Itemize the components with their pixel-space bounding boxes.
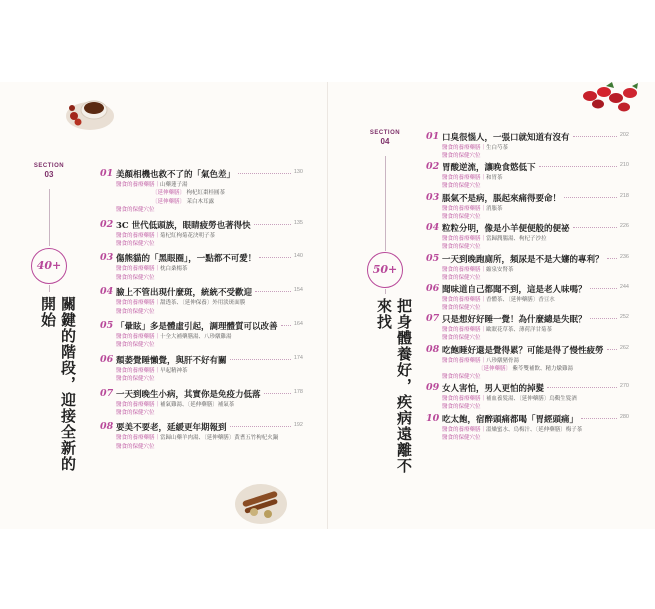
dot-leader bbox=[564, 197, 617, 198]
entry-number: 07 bbox=[426, 313, 440, 325]
dot-leader bbox=[607, 258, 617, 259]
sub-item-tag: 醫食的保健穴位 bbox=[116, 240, 155, 247]
entry-page-number: 202 bbox=[619, 132, 629, 138]
entry-title: 3C 世代低頭族，眼睛疲勞也著得快 bbox=[116, 220, 251, 231]
sub-item-tag: 醫食的保健穴位 bbox=[442, 183, 481, 190]
entry-title: 吃太飽，宿醉頭痛都喝「胃經頭痛」 bbox=[442, 414, 579, 425]
sub-item-tag: 醫食的養療藥膳 bbox=[442, 236, 481, 243]
entry-sub-item bbox=[116, 307, 155, 315]
sub-item-tag: 醫食的保健穴位 bbox=[116, 443, 155, 450]
tea-cup-photo bbox=[62, 86, 117, 134]
sub-item-value: 八珍燉豬骨湯 bbox=[486, 357, 520, 364]
goji-berry-photo bbox=[576, 80, 646, 118]
entry-sub-item bbox=[116, 408, 155, 416]
entry-number: 06 bbox=[426, 283, 440, 294]
sub-item-tag: 醫食的保健穴位 bbox=[116, 342, 155, 349]
sub-item-value: 消脹茶 bbox=[486, 205, 503, 212]
section-line bbox=[385, 156, 386, 251]
entry-sub-item: 醫食的養療藥膳｜山藥蓮子湯 bbox=[116, 182, 188, 188]
entry-sub-item: 醫食的養療藥膳｜補氣雞湯、〔延伸藥膳〕補氣茶 bbox=[116, 401, 235, 408]
entry-title: 臉上不管出現什麼斑，統統不受歡迎 bbox=[116, 288, 253, 299]
sub-item-value: 十全大補藥膳湯、八珍燉雞湯 bbox=[160, 334, 232, 340]
entry-sub-item: 醫食的養療藥膳｜當歸潤腸湯、枸杞子沙拉 bbox=[442, 236, 547, 243]
entry-number: 07 bbox=[100, 387, 114, 399]
sub-item-value: 生白芍茶 bbox=[486, 145, 509, 151]
entry-sub-item bbox=[442, 273, 481, 281]
entry-number: 02 bbox=[426, 161, 440, 173]
dot-leader bbox=[590, 318, 617, 319]
sub-item-tag: 醫食的養療藥膳 bbox=[442, 266, 481, 273]
entry-page-number: 236 bbox=[619, 253, 629, 260]
entry-number: 06 bbox=[100, 353, 114, 365]
sub-item-value: 山藥蓮子湯 bbox=[160, 182, 188, 188]
section-line bbox=[49, 285, 50, 292]
dot-leader bbox=[573, 227, 617, 228]
sub-item-tag: 醫食的養療藥膳 bbox=[116, 435, 155, 442]
entry-page-number: 226 bbox=[619, 223, 629, 230]
entry-sub-item bbox=[442, 212, 481, 220]
section-line bbox=[385, 289, 386, 294]
entry-page-number: 244 bbox=[619, 284, 629, 290]
sub-item-value: 和胃茶 bbox=[486, 175, 503, 182]
section-label-04 bbox=[367, 130, 403, 146]
sub-item-tag: 醫食的保健穴位 bbox=[442, 335, 481, 342]
entry-page-number: 252 bbox=[619, 314, 629, 321]
page-gutter bbox=[327, 82, 328, 529]
sub-item-value: 紫苓雙補飲、精力燉雞湯 bbox=[512, 365, 574, 372]
entry-number: 02 bbox=[100, 218, 114, 230]
entry-number: 05 bbox=[100, 320, 114, 331]
entry-sub-item bbox=[116, 239, 155, 247]
entry-sub-item: 醫食的養療藥膳｜歐眠花草茶、薄荷洋甘菊茶 bbox=[442, 327, 553, 334]
sub-item-tag: 醫食的養療藥膳 bbox=[442, 175, 481, 182]
entry-title: 要美不要老，延緩更年期報到 bbox=[116, 423, 227, 434]
entry-sub-item bbox=[442, 333, 481, 341]
sub-item-tag: 〔延伸藥膳〕 bbox=[152, 190, 186, 197]
entry-title: 一天到晚生小病，其實你是免疫力低落 bbox=[116, 389, 261, 400]
section-label-03 bbox=[32, 163, 66, 179]
dot-leader bbox=[255, 291, 291, 292]
entry-sub-item: 醫食的養療藥膳｜消脹茶 bbox=[442, 205, 503, 212]
sub-item-value: 當歸潤腸湯、枸杞子沙拉 bbox=[486, 236, 547, 243]
entry-sub-item bbox=[152, 197, 214, 205]
entry-number: 03 bbox=[100, 252, 114, 264]
entry-title: 只是想好好睡一覺！為什麼總是失眠？ bbox=[442, 315, 587, 326]
entry-title: 傷熊貓的「黑眼圈」，一點都不可愛！ bbox=[116, 254, 257, 265]
sub-item-value: 補血養髮湯、〔延伸藥膳〕烏鷄生髮酒 bbox=[486, 396, 577, 403]
entry-number: 09 bbox=[426, 382, 440, 394]
sub-item-tag: 醫食的養療藥膳 bbox=[116, 300, 155, 307]
entry-sub-item bbox=[116, 205, 155, 213]
sub-item-tag: 醫食的保健穴位 bbox=[442, 404, 481, 411]
sub-item-value: 甜透茶、〔延伸保養〕外用淡斑面膜 bbox=[160, 300, 246, 307]
entry-title: 「暈眩」多是體虛引起，調理體質可以改善 bbox=[116, 322, 278, 332]
toc-left bbox=[100, 168, 303, 488]
sub-item-value: 枕白桑楊茶 bbox=[160, 266, 188, 273]
entry-page-number: 164 bbox=[293, 321, 303, 327]
entry-title: 胃酸逆流，讓晚食慾低下 bbox=[442, 163, 536, 174]
sub-item-tag: 醫食的保健穴位 bbox=[442, 244, 481, 251]
entry-page-number: 130 bbox=[293, 169, 303, 175]
sub-item-value: 溫燥蜜水、烏梅汁、〔延伸藥膳〕梅子茶 bbox=[486, 426, 583, 433]
sub-item-tag: 醫食的養療藥膳 bbox=[442, 327, 481, 334]
entry-sub-item: 醫食的養療藥膳｜八珍燉豬骨湯 bbox=[442, 357, 520, 364]
entry-sub-item bbox=[442, 372, 481, 380]
section-number: 03 bbox=[44, 170, 54, 179]
dot-leader bbox=[607, 349, 617, 350]
sub-item-tag: 醫食的養療藥膳 bbox=[116, 401, 155, 408]
dot-leader bbox=[539, 166, 617, 167]
section-word: SECTION bbox=[369, 130, 401, 136]
entry-sub-item bbox=[442, 303, 481, 311]
dot-leader bbox=[547, 387, 617, 388]
entry-page-number: 262 bbox=[619, 344, 629, 351]
sub-item-tag: 醫食的養療藥膳 bbox=[116, 334, 155, 340]
sub-item-tag: 醫食的保健穴位 bbox=[116, 409, 155, 416]
sub-item-value: 香體茶、〔延伸藥膳〕香豆水 bbox=[486, 297, 555, 303]
sub-item-tag: 醫食的養療藥膳 bbox=[116, 232, 155, 239]
entry-sub-item: 醫食的養療藥膳｜生白芍茶 bbox=[442, 145, 509, 151]
entry-sub-item bbox=[442, 242, 481, 250]
dot-leader bbox=[590, 288, 617, 289]
entry-page-number: 135 bbox=[293, 219, 303, 226]
entry-title: 頹萎覺睡懶覺，與肝不好有關 bbox=[116, 355, 227, 366]
entry-page-number: 218 bbox=[619, 192, 629, 199]
entry-page-number: 140 bbox=[293, 253, 303, 260]
sub-item-tag: 醫食的養療藥膳 bbox=[442, 426, 481, 433]
sub-item-tag: 〔延伸藥膳〕 bbox=[152, 198, 186, 205]
entry-number: 04 bbox=[100, 286, 114, 298]
entry-page-number: 280 bbox=[619, 413, 629, 420]
sub-item-value: 茉白木耳露 bbox=[186, 198, 215, 205]
sub-item-value: 縮泉安腎茶 bbox=[486, 266, 514, 273]
sub-item-value: 早起精神茶 bbox=[160, 367, 188, 374]
entry-title: 一天到晚跑廁所，頻尿是不是大嬸的專利？ bbox=[442, 254, 604, 265]
entry-sub-item: 醫食的養療藥膳｜縮泉安腎茶 bbox=[442, 266, 514, 273]
toc-right bbox=[426, 131, 629, 516]
entry-sub-item: 醫食的養療藥膳｜十全大補藥膳湯、八珍燉雞湯 bbox=[116, 334, 232, 340]
entry-number: 10 bbox=[426, 412, 440, 424]
entry-sub-item bbox=[442, 151, 481, 159]
entry-number: 08 bbox=[100, 421, 114, 433]
sub-item-tag: 醫食的養療藥膳 bbox=[116, 182, 155, 188]
section-word: SECTION bbox=[33, 163, 65, 169]
entry-sub-item bbox=[116, 442, 155, 450]
sub-item-tag: 醫食的保健穴位 bbox=[442, 434, 481, 441]
entry-page-number: 178 bbox=[293, 388, 303, 395]
entry-sub-item: 醫食的養療藥膳｜枕白桑楊茶 bbox=[116, 266, 188, 273]
dot-leader bbox=[264, 393, 291, 394]
entry-title: 粒粒分明，像是小羊便便般的便祕 bbox=[442, 224, 570, 235]
entry-sub-item: 醫食的養療藥膳｜早起精神茶 bbox=[116, 367, 188, 374]
sub-item-tag: 醫食的保健穴位 bbox=[116, 308, 155, 315]
sub-item-tag: 醫食的保健穴位 bbox=[442, 153, 481, 160]
section-number: 04 bbox=[380, 137, 390, 146]
entry-number: 08 bbox=[426, 343, 440, 355]
entry-sub-item bbox=[116, 340, 155, 348]
dot-leader bbox=[254, 224, 291, 225]
sub-item-tag: 醫食的養療藥膳 bbox=[442, 357, 481, 364]
entry-sub-item: 醫食的養療藥膳｜補血養髮湯、〔延伸藥膳〕烏鷄生髮酒 bbox=[442, 396, 577, 403]
entry-sub-item: 醫食的養療藥膳｜香體茶、〔延伸藥膳〕香豆水 bbox=[442, 297, 555, 303]
entry-page-number: 270 bbox=[619, 383, 629, 390]
entry-sub-item: 醫食的養療藥膳｜甜透茶、〔延伸保養〕外用淡斑面膜 bbox=[116, 300, 246, 307]
entry-page-number: 210 bbox=[619, 162, 629, 169]
section-line bbox=[49, 189, 50, 246]
sub-item-tag: 醫食的養療藥膳 bbox=[116, 367, 155, 374]
entry-page-number: 174 bbox=[293, 354, 303, 361]
dot-leader bbox=[230, 359, 291, 360]
entry-page-number: 192 bbox=[293, 422, 303, 429]
sub-item-tag: 醫食的養療藥膳 bbox=[442, 145, 481, 151]
entry-sub-item: 醫食的養療藥膳｜菊杞紅枸菊花決明子茶 bbox=[116, 232, 216, 239]
sub-item-value: 菊杞紅枸菊花決明子茶 bbox=[160, 232, 216, 239]
entry-title: 脹氣不是病，脹起來痛得要命！ bbox=[442, 193, 562, 204]
dot-leader bbox=[581, 418, 617, 419]
entry-sub-item bbox=[116, 374, 155, 382]
entry-sub-item bbox=[116, 273, 155, 281]
sub-item-tag: 醫食的養療藥膳 bbox=[442, 205, 481, 212]
sub-item-tag: 醫食的保健穴位 bbox=[442, 274, 481, 281]
entry-title: 吃飽睡好還是覺得累？可能是得了慢性疲勞 bbox=[442, 345, 604, 356]
age-badge: 40+ bbox=[31, 248, 67, 284]
entry-title: 口臭很惱人，一張口就知道有沒有 bbox=[442, 133, 570, 143]
entry-sub-item bbox=[442, 433, 481, 441]
sub-item-value: 補氣雞湯、〔延伸藥膳〕補氣茶 bbox=[160, 401, 235, 408]
sub-item-tag: 醫食的保健穴位 bbox=[442, 305, 481, 312]
section-vertical-title: 把身體養好，疾病遠離不來找 bbox=[375, 298, 413, 474]
sub-item-value: 枸杞紅棗桂圓茶 bbox=[186, 190, 226, 197]
entry-sub-item: 醫食的養療藥膳｜溫燥蜜水、烏梅汁、〔延伸藥膳〕梅子茶 bbox=[442, 426, 583, 433]
entry-sub-item: 醫食的養療藥膳｜和胃茶 bbox=[442, 175, 503, 182]
dot-leader bbox=[281, 325, 291, 326]
section-vertical-title: 關鍵的階段，迎接全新的開始 bbox=[39, 296, 77, 472]
sub-item-tag: 醫食的保健穴位 bbox=[442, 373, 481, 380]
sub-item-tag: 醫食的保健穴位 bbox=[442, 213, 481, 220]
dot-leader bbox=[573, 136, 617, 137]
sub-item-tag: 醫食的養療藥膳 bbox=[442, 297, 481, 303]
entry-number: 01 bbox=[426, 131, 440, 142]
sub-item-tag: 醫食的保健穴位 bbox=[116, 207, 155, 214]
sub-item-tag: 醫食的保健穴位 bbox=[116, 274, 155, 281]
sub-item-tag: 〔延伸藥膳〕 bbox=[478, 365, 512, 372]
age-badge: 50+ bbox=[367, 252, 403, 288]
sub-item-value: 歐眠花草茶、薄荷洋甘菊茶 bbox=[486, 327, 553, 334]
entry-title: 聞味道自己都聞不到，這是老人味嗎？ bbox=[442, 285, 587, 295]
sub-item-value: 當歸山藥羊肉湯、〔延伸藥膳〕黃耆五竹枸杞火鍋 bbox=[160, 435, 279, 442]
dot-leader bbox=[238, 173, 291, 174]
entry-page-number: 154 bbox=[293, 287, 303, 294]
entry-number: 01 bbox=[100, 168, 114, 179]
entry-number: 04 bbox=[426, 222, 440, 234]
sub-item-tag: 醫食的保健穴位 bbox=[116, 376, 155, 383]
dot-leader bbox=[259, 257, 291, 258]
sub-item-tag: 醫食的養療藥膳 bbox=[116, 266, 155, 273]
entry-sub-item: 醫食的養療藥膳｜當歸山藥羊肉湯、〔延伸藥膳〕黃耆五竹枸杞火鍋 bbox=[116, 435, 279, 442]
entry-sub-item bbox=[442, 402, 481, 410]
entry-title: 美顏相機也救不了的「氣色差」 bbox=[116, 170, 236, 180]
sub-item-tag: 醫食的養療藥膳 bbox=[442, 396, 481, 403]
entry-sub-item bbox=[442, 181, 481, 189]
entry-number: 03 bbox=[426, 191, 440, 203]
entry-sub-item bbox=[478, 364, 573, 372]
entry-number: 05 bbox=[426, 252, 440, 264]
entry-title: 女人害怕，男人更怕的掉髮 bbox=[442, 384, 545, 395]
dot-leader bbox=[230, 426, 291, 427]
entry-sub-item bbox=[152, 188, 225, 196]
